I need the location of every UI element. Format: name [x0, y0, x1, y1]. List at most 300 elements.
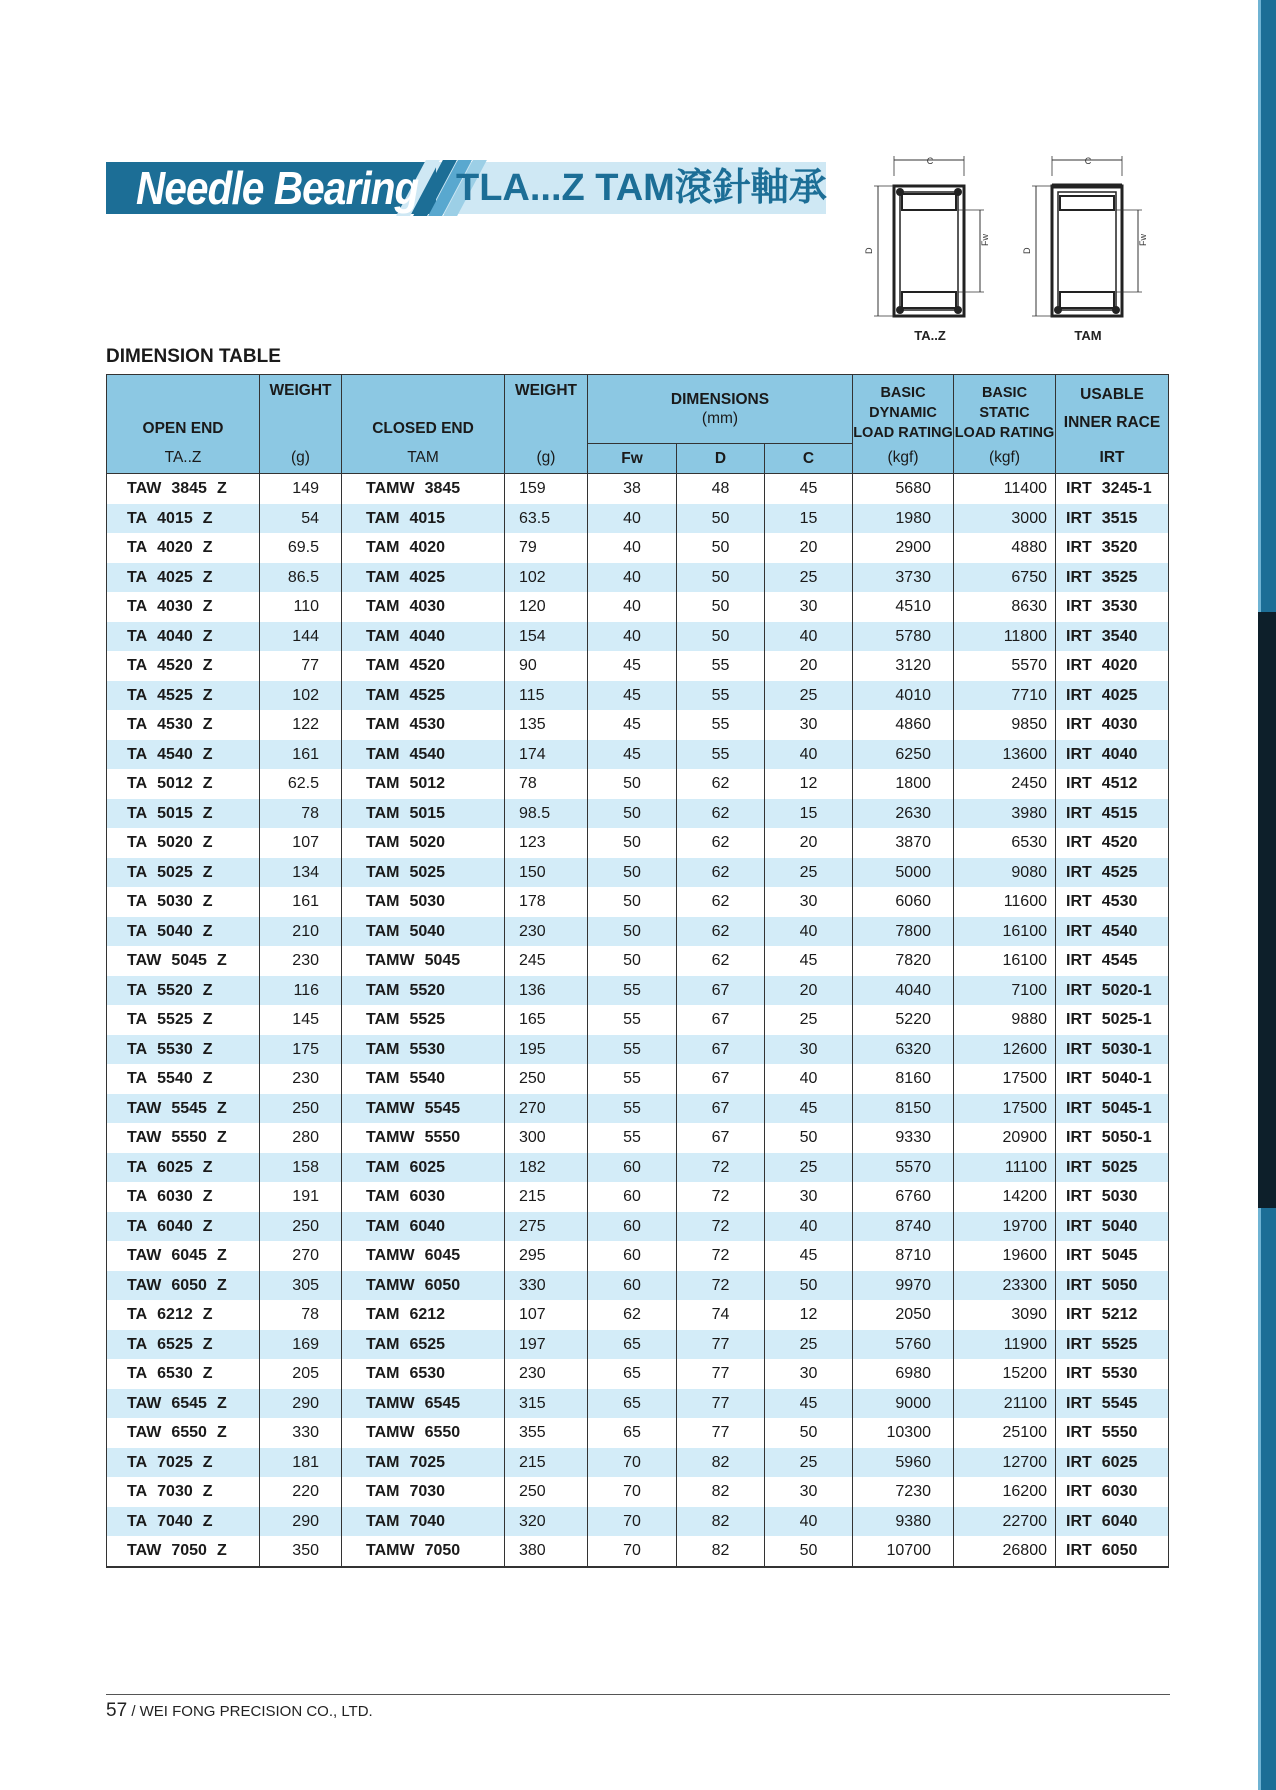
cell-inner-race-part: IRT [1066, 863, 1092, 881]
cell-weight-open-part: 161 [292, 893, 319, 910]
diagram-caption-tam: TAM [1074, 328, 1102, 343]
col-header-dynamic-load: BASIC DYNAMIC LOAD RATING [853, 375, 954, 444]
cell-weight-open-part: 290 [292, 1394, 319, 1412]
cell-dynamic-load-part: 4860 [895, 716, 931, 733]
table-row [107, 1536, 1169, 1567]
cell-c [765, 1507, 853, 1537]
table-row [107, 1035, 1169, 1065]
cell-open-end-model-part: Z [202, 1306, 213, 1323]
cell-weight-open-part: 230 [292, 952, 319, 969]
cell-d-part: 77 [711, 1394, 730, 1412]
dim-label-fw: Fw [980, 234, 990, 246]
cell-closed-end-model-part: TAM [366, 539, 400, 556]
cell-open-end-model [107, 681, 260, 711]
cell-static-load [954, 1300, 1056, 1330]
cell-open-end-model [107, 858, 260, 888]
cell-open-end-model-part: TAW [127, 1129, 162, 1146]
cell-fw-part: 50 [623, 804, 641, 822]
cell-dynamic-load-part: 3870 [895, 834, 931, 851]
cell-c [765, 533, 853, 563]
cell-inner-race-part: 5525 [1101, 1335, 1138, 1353]
cell-closed-end-model-part: 4020 [409, 539, 446, 556]
cell-static-load-part: 17500 [1002, 1099, 1047, 1117]
cell-fw [588, 1418, 677, 1448]
cell-d-part: 77 [711, 1335, 730, 1353]
cell-dynamic-load [853, 1448, 954, 1478]
cell-weight-closed [505, 1035, 588, 1065]
cell-closed-end-model [342, 651, 505, 681]
cell-c [765, 504, 853, 534]
cell-inner-race-part: IRT [1066, 893, 1092, 910]
cell-closed-end-model [342, 740, 505, 770]
tam-cross-section-drawing [1018, 156, 1158, 326]
cell-open-end-model-part: TA [127, 1306, 148, 1323]
cell-d-part: 50 [711, 509, 730, 527]
cell-open-end-model [107, 1182, 260, 1212]
cell-open-end-model-part: TA [127, 1040, 148, 1058]
cell-c-part: 30 [799, 598, 818, 615]
cell-fw [588, 946, 677, 976]
cell-c-part: 45 [799, 1099, 818, 1117]
cell-inner-race-part: 4030 [1101, 716, 1138, 733]
cell-inner-race-part: IRT [1066, 480, 1092, 497]
cell-dynamic-load-part: 2630 [895, 804, 931, 822]
cell-closed-end-model-part: 5020 [409, 834, 446, 851]
cell-dynamic-load [853, 1153, 954, 1183]
cell-inner-race-part: 5045-1 [1101, 1099, 1152, 1117]
cell-static-load-part: 6750 [1011, 568, 1047, 586]
cell-c-part: 30 [799, 893, 818, 910]
table-row [107, 1477, 1169, 1507]
cell-weight-open-part: 175 [292, 1040, 319, 1058]
cell-fw [588, 1005, 677, 1035]
cell-d [677, 1477, 765, 1507]
cell-fw [588, 504, 677, 534]
cell-weight-open [260, 1182, 342, 1212]
cell-closed-end-model [342, 1448, 505, 1478]
cell-inner-race-part: 5545 [1101, 1394, 1138, 1412]
cell-closed-end-model [342, 799, 505, 829]
cell-open-end-model-part: Z [202, 539, 213, 556]
cell-open-end-model-part: TAW [127, 1424, 162, 1441]
cell-inner-race [1056, 1094, 1169, 1124]
cell-c [765, 740, 853, 770]
cell-weight-closed [505, 946, 588, 976]
cell-inner-race [1056, 1507, 1169, 1537]
cell-c-part: 20 [799, 657, 818, 674]
cell-closed-end-model [342, 1389, 505, 1419]
table-row [107, 887, 1169, 917]
cell-inner-race-part: IRT [1066, 981, 1092, 999]
cell-weight-closed-part: 355 [519, 1424, 546, 1441]
cell-inner-race-part: IRT [1066, 1247, 1092, 1264]
cell-weight-closed-part: 150 [519, 863, 546, 881]
cell-d-part: 62 [711, 863, 730, 881]
cell-c-part: 25 [799, 568, 818, 586]
cell-dynamic-load-part: 10700 [886, 1542, 931, 1559]
cell-dynamic-load [853, 1241, 954, 1271]
cell-open-end-model-part: 6045 [171, 1247, 207, 1264]
cell-open-end-model-part: Z [202, 1011, 213, 1028]
cell-dynamic-load [853, 799, 954, 829]
cell-d-part: 62 [711, 893, 730, 910]
cell-weight-open [260, 622, 342, 652]
cell-closed-end-model [342, 858, 505, 888]
cell-weight-open-part: 350 [292, 1542, 319, 1559]
cell-fw-part: 40 [623, 509, 641, 527]
cell-d [677, 592, 765, 622]
cell-dynamic-load-part: 6760 [895, 1188, 931, 1205]
cell-closed-end-model-part: 5015 [409, 804, 446, 822]
cell-c [765, 1418, 853, 1448]
cell-dynamic-load-part: 9970 [895, 1276, 931, 1294]
cell-open-end-model-part: 4520 [157, 657, 193, 674]
cell-inner-race-part: IRT [1066, 1158, 1092, 1176]
cell-static-load [954, 1153, 1056, 1183]
cell-open-end-model-part: TA [127, 716, 148, 733]
cell-open-end-model-part: TA [127, 775, 148, 792]
cell-weight-closed [505, 828, 588, 858]
cell-dynamic-load [853, 1035, 954, 1065]
cell-closed-end-model [342, 504, 505, 534]
cell-dynamic-load-part: 8740 [895, 1217, 931, 1235]
cell-open-end-model [107, 1330, 260, 1360]
col-header-inner-race: USABLE INNER RACE [1056, 375, 1169, 444]
cell-open-end-model-part: Z [202, 568, 213, 586]
cell-fw-part: 60 [623, 1276, 641, 1294]
cell-static-load-part: 4880 [1011, 539, 1047, 556]
cell-open-end-model-part: TA [127, 922, 148, 940]
cell-open-end-model [107, 1153, 260, 1183]
cell-d-part: 67 [711, 1099, 730, 1117]
cell-d [677, 474, 765, 504]
cell-c [765, 474, 853, 504]
cell-open-end-model [107, 1123, 260, 1153]
table-row [107, 828, 1169, 858]
cell-closed-end-model [342, 622, 505, 652]
cell-fw-part: 70 [623, 1453, 641, 1471]
cell-inner-race-part: IRT [1066, 952, 1092, 969]
cell-open-end-model-part: 5020 [157, 834, 193, 851]
cell-closed-end-model-part: 5030 [409, 893, 446, 910]
cell-weight-open [260, 1123, 342, 1153]
cell-c-part: 15 [799, 509, 818, 527]
cell-open-end-model-part: Z [216, 952, 227, 969]
cell-closed-end-model-part: TAM [366, 1512, 400, 1530]
cell-fw [588, 858, 677, 888]
cell-static-load-part: 11600 [1003, 893, 1047, 910]
cell-weight-open [260, 1153, 342, 1183]
cell-closed-end-model-part: TAMW [366, 1276, 415, 1294]
cell-inner-race [1056, 1035, 1169, 1065]
cell-dynamic-load [853, 504, 954, 534]
cell-closed-end-model [342, 769, 505, 799]
cell-fw-part: 50 [623, 863, 641, 881]
cell-closed-end-model-part: TAM [366, 1453, 400, 1471]
cell-fw-part: 70 [623, 1483, 641, 1500]
cell-fw-part: 55 [623, 981, 641, 999]
cell-fw-part: 70 [623, 1512, 641, 1530]
cell-dynamic-load-part: 5220 [895, 1011, 931, 1028]
cell-open-end-model-part: 5045 [171, 952, 207, 969]
cell-closed-end-model-part: 4530 [409, 716, 446, 733]
cell-weight-open-part: 78 [301, 1306, 319, 1323]
cell-fw [588, 1094, 677, 1124]
cell-weight-open-part: 158 [292, 1158, 319, 1176]
cell-closed-end-model [342, 1005, 505, 1035]
cell-open-end-model-part: Z [216, 1276, 227, 1294]
cell-weight-closed [505, 887, 588, 917]
cell-closed-end-model-part: 4030 [409, 598, 446, 615]
cell-static-load-part: 12600 [1002, 1040, 1047, 1058]
cell-c [765, 1212, 853, 1242]
cell-open-end-model [107, 1477, 260, 1507]
cell-open-end-model-part: TA [127, 1188, 148, 1205]
cell-d [677, 1418, 765, 1448]
cell-open-end-model [107, 622, 260, 652]
cell-static-load-part: 22700 [1002, 1512, 1047, 1530]
cell-closed-end-model-part: 6040 [409, 1217, 446, 1235]
cell-c-part: 30 [799, 1188, 818, 1205]
cell-static-load [954, 1448, 1056, 1478]
cell-fw [588, 651, 677, 681]
cell-weight-closed-part: 380 [519, 1542, 546, 1559]
cell-inner-race-part: IRT [1066, 1217, 1092, 1235]
cell-dynamic-load [853, 1064, 954, 1094]
cell-inner-race-part: 4515 [1101, 804, 1138, 822]
cell-static-load [954, 1241, 1056, 1271]
cell-weight-open [260, 1005, 342, 1035]
cell-inner-race-part: 4512 [1101, 775, 1138, 792]
cell-c-part: 30 [799, 716, 818, 733]
cell-dynamic-load-part: 8710 [895, 1247, 931, 1264]
cell-weight-closed-part: 174 [519, 745, 546, 763]
cell-open-end-model [107, 710, 260, 740]
cell-open-end-model-part: TAW [127, 1099, 162, 1117]
cell-d [677, 1507, 765, 1537]
cell-open-end-model [107, 1507, 260, 1537]
cell-weight-open-part: 107 [292, 834, 319, 851]
cell-weight-closed-part: 182 [519, 1158, 546, 1176]
cell-weight-open [260, 1300, 342, 1330]
cell-closed-end-model [342, 1418, 505, 1448]
cell-d [677, 1448, 765, 1478]
cell-closed-end-model-part: TAMW [366, 1394, 415, 1412]
cell-c-part: 30 [799, 1040, 818, 1058]
cell-open-end-model-part: TAW [127, 1394, 162, 1412]
cell-weight-open-part: 86.5 [287, 568, 319, 586]
cell-c-part: 12 [799, 775, 818, 792]
cell-dynamic-load-part: 1800 [895, 775, 931, 792]
cell-c-part: 15 [799, 804, 818, 822]
cell-open-end-model-part: TA [127, 1483, 148, 1500]
table-row [107, 474, 1169, 504]
cell-d-part: 77 [711, 1424, 730, 1441]
cell-weight-closed [505, 1123, 588, 1153]
cell-weight-open-part: 205 [292, 1365, 319, 1382]
cell-static-load-part: 2450 [1011, 775, 1047, 792]
cell-static-load-part: 3090 [1011, 1306, 1047, 1323]
cell-inner-race [1056, 1064, 1169, 1094]
cell-d-part: 82 [711, 1483, 730, 1500]
table-row [107, 1241, 1169, 1271]
cell-closed-end-model-part: TAM [366, 922, 400, 940]
cell-static-load [954, 1094, 1056, 1124]
col-subheader-weight-unit-closed: (g) [505, 443, 588, 474]
cell-weight-closed [505, 1064, 588, 1094]
cell-fw-part: 55 [623, 1099, 641, 1117]
cell-closed-end-model-part: 5550 [424, 1129, 461, 1146]
cell-weight-open-part: 250 [292, 1099, 319, 1117]
cell-c-part: 20 [799, 834, 818, 851]
cell-fw [588, 1271, 677, 1301]
cell-static-load [954, 887, 1056, 917]
cell-c [765, 917, 853, 947]
cell-static-load-part: 9880 [1011, 1011, 1047, 1028]
ta-z-cross-section-drawing [860, 156, 1000, 326]
cell-weight-closed-part: 230 [519, 922, 546, 940]
table-body [107, 474, 1169, 1567]
cell-inner-race-part: 4040 [1101, 745, 1138, 763]
cell-d-part: 55 [711, 716, 730, 733]
cell-open-end-model-part: 5012 [157, 775, 193, 792]
cell-closed-end-model [342, 710, 505, 740]
cell-open-end-model-part: TA [127, 1512, 148, 1530]
cell-weight-closed [505, 533, 588, 563]
cell-open-end-model-part: TA [127, 1365, 148, 1382]
cell-fw-part: 60 [623, 1247, 641, 1264]
cell-d-part: 77 [711, 1365, 730, 1382]
cell-dynamic-load-part: 3730 [895, 568, 931, 586]
col-header-dimensions: DIMENSIONS (mm) [588, 375, 853, 444]
cell-weight-closed [505, 1389, 588, 1419]
page-edge-band [1258, 0, 1276, 1790]
cell-closed-end-model-part: 6045 [424, 1247, 461, 1264]
cell-weight-closed-part: 215 [519, 1188, 546, 1205]
cell-static-load [954, 917, 1056, 947]
cell-dynamic-load [853, 1005, 954, 1035]
cell-static-load [954, 533, 1056, 563]
cell-d-part: 50 [711, 598, 730, 615]
cell-weight-open-part: 250 [292, 1217, 319, 1235]
cell-fw [588, 1035, 677, 1065]
cell-c [765, 1064, 853, 1094]
cell-open-end-model [107, 799, 260, 829]
banner-title-needle-bearing: Needle Bearing [136, 162, 419, 214]
cell-open-end-model-part: 5550 [171, 1129, 207, 1146]
cell-open-end-model-part: 4540 [157, 745, 193, 763]
dim-label-c: C [926, 156, 934, 166]
cell-weight-open-part: 54 [301, 509, 319, 527]
cell-closed-end-model-part: 5525 [409, 1011, 446, 1028]
cell-d [677, 681, 765, 711]
page-footer [106, 1700, 373, 1722]
cell-inner-race [1056, 799, 1169, 829]
cell-weight-closed-part: 98.5 [519, 804, 551, 822]
cell-open-end-model-part: Z [202, 1483, 213, 1500]
cell-fw [588, 976, 677, 1006]
cell-closed-end-model-part: 5545 [424, 1099, 461, 1117]
cell-inner-race-part: 3520 [1101, 539, 1138, 556]
cell-open-end-model-part: 6025 [157, 1158, 193, 1176]
cell-weight-closed-part: 107 [519, 1306, 546, 1323]
col-subheader-irt: IRT [1056, 443, 1169, 474]
cell-open-end-model [107, 1536, 260, 1567]
col-subheader-weight-unit-open: (g) [260, 443, 342, 474]
cell-inner-race-part: 3525 [1101, 568, 1138, 586]
cell-fw [588, 1448, 677, 1478]
cell-d-part: 72 [711, 1247, 730, 1264]
cell-static-load [954, 1064, 1056, 1094]
cell-inner-race [1056, 1212, 1169, 1242]
cell-closed-end-model-part: 5540 [409, 1070, 446, 1087]
cell-weight-open-part: 290 [292, 1512, 319, 1530]
cell-closed-end-model-part: TAM [366, 627, 400, 645]
cell-open-end-model-part: Z [216, 1424, 227, 1441]
cell-inner-race [1056, 533, 1169, 563]
cell-closed-end-model [342, 946, 505, 976]
cell-dynamic-load [853, 474, 954, 504]
cell-fw-part: 50 [623, 952, 641, 969]
cell-weight-open [260, 1271, 342, 1301]
cell-weight-closed [505, 1094, 588, 1124]
cell-c-part: 50 [799, 1129, 818, 1146]
cell-d [677, 1271, 765, 1301]
cell-fw [588, 592, 677, 622]
cell-dynamic-load [853, 1536, 954, 1567]
table-row [107, 681, 1169, 711]
cell-closed-end-model-part: 4015 [409, 509, 446, 527]
cell-weight-closed [505, 769, 588, 799]
cell-open-end-model-part: TA [127, 804, 148, 822]
cell-c-part: 40 [799, 627, 818, 645]
cell-open-end-model-part: Z [202, 1335, 213, 1353]
cell-weight-closed-part: 165 [519, 1011, 546, 1028]
cell-static-load [954, 622, 1056, 652]
cell-dynamic-load-part: 9380 [895, 1512, 931, 1530]
table-row [107, 710, 1169, 740]
cell-dynamic-load-part: 2050 [895, 1306, 931, 1323]
cell-weight-closed [505, 563, 588, 593]
cell-static-load [954, 858, 1056, 888]
cell-dynamic-load-part: 10300 [886, 1424, 931, 1441]
cell-d [677, 533, 765, 563]
cell-dynamic-load-part: 9000 [895, 1394, 931, 1412]
cell-open-end-model [107, 917, 260, 947]
cell-weight-closed-part: 330 [519, 1276, 546, 1294]
cell-open-end-model-part: TA [127, 1158, 148, 1176]
cell-weight-open-part: 116 [293, 981, 319, 999]
cell-weight-open [260, 858, 342, 888]
cell-open-end-model [107, 1389, 260, 1419]
cell-open-end-model-part: Z [202, 598, 213, 615]
cell-open-end-model-part: 5030 [157, 893, 193, 910]
cell-c [765, 946, 853, 976]
cell-open-end-model-part: TAW [127, 1276, 162, 1294]
cell-open-end-model-part: TA [127, 1335, 148, 1353]
cell-inner-race [1056, 474, 1169, 504]
cell-weight-open [260, 740, 342, 770]
cell-static-load [954, 799, 1056, 829]
table-row [107, 1418, 1169, 1448]
cell-dynamic-load-part: 7800 [895, 922, 931, 940]
cell-weight-open-part: 77 [301, 657, 319, 674]
cell-closed-end-model-part: TAM [366, 1365, 400, 1382]
cell-weight-closed-part: 295 [519, 1247, 546, 1264]
cell-d-part: 82 [711, 1453, 730, 1471]
cell-dynamic-load [853, 828, 954, 858]
cell-open-end-model [107, 976, 260, 1006]
